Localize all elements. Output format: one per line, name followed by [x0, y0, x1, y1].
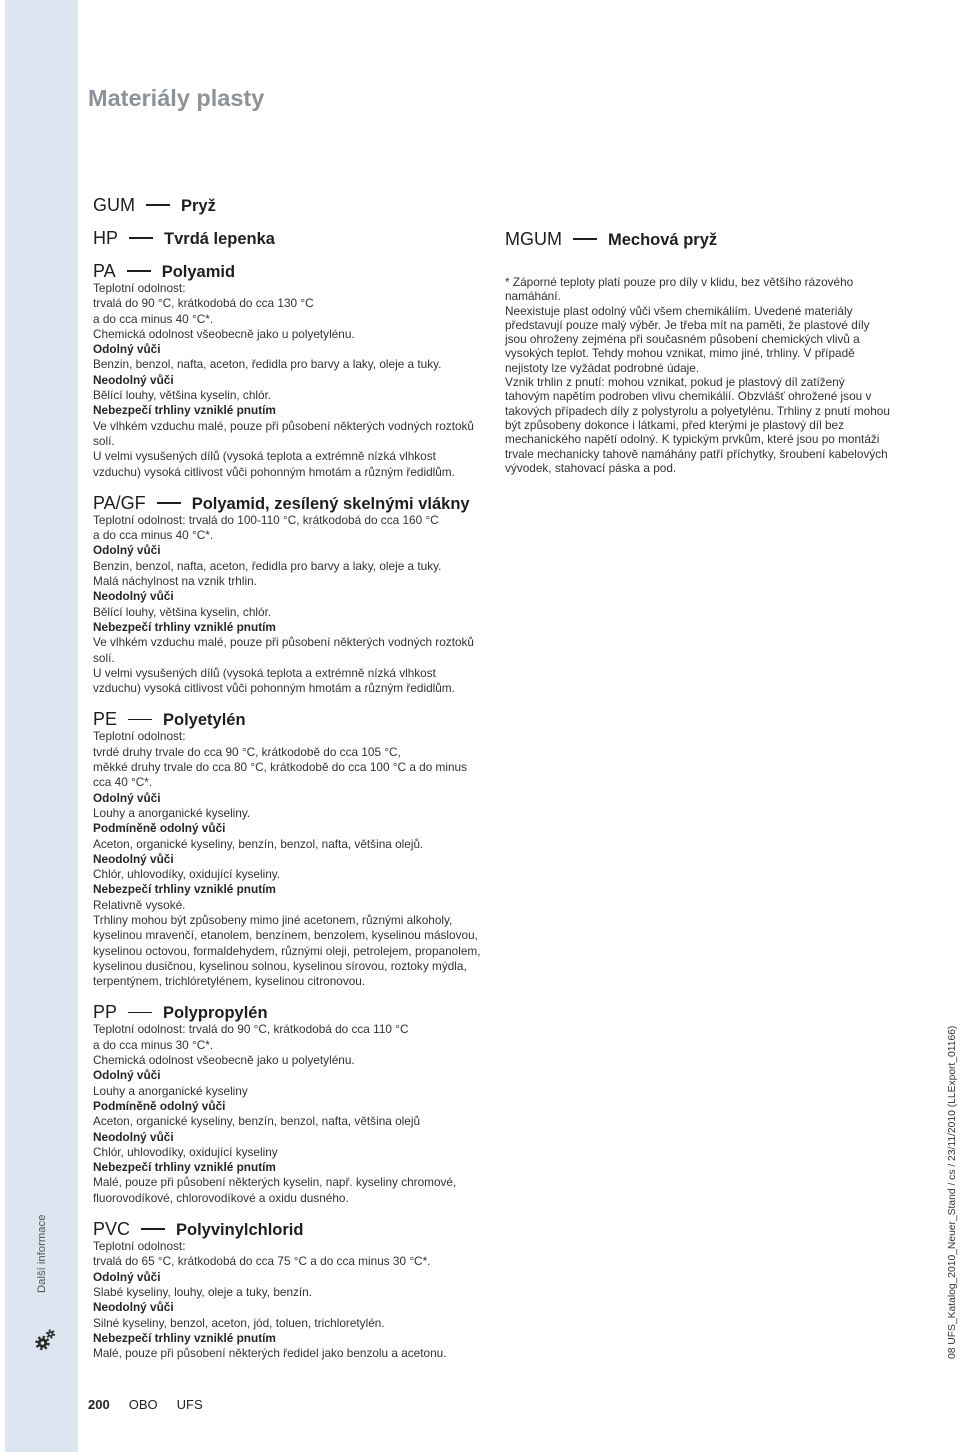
temperature-values: trvalá do 90 °C, krátkodobá do cca 130 °C [93, 296, 314, 311]
material-pa [93, 261, 481, 480]
stress-cracking-text: Ve vlhkém vzduchu malé, pouze při působení některých vodných roztoků solí. [93, 635, 474, 665]
material-heading [505, 229, 891, 249]
not-resistant-list: Chlór, uhlovodíky, oxidující kyseliny [93, 1144, 278, 1159]
sidebar-section-label: Další informace [36, 1214, 48, 1293]
not-resistant-label: Neodolný vůči [93, 372, 174, 387]
temperature-label: Teplotní odolnost: [93, 281, 186, 295]
note-stress-cracking: Vznik trhlin z pnutí: mohou vznikat, pokud je plastový díl zatížený tahovým napětím podroben vlivu chemikálií. Obzvlášť ohrožené jsou v takových případech díly z polystyrolu a polyetylénu. Trhliny z pnutí mohou být způsobeny dokonce i látkami, před kterými je plastový díl bez mechanického napětí odolný. K typickým prvkům, které jsou po montáži trvale mechanicky tahově namáhány patří příchytky, šroubení kabelových vývodek, stahovací páska a pod. [505, 375, 890, 475]
temperature-resistance: Teplotní odolnost: trvalá do 90 °C, krátkodobá do cca 110 °C [93, 1022, 409, 1037]
material-name: Polyvinylchlorid [176, 1221, 304, 1240]
stress-cracking-text: Malé, pouze při působení některých kyselin, např. kyseliny chromové, fluorovodíkové, chlorovodíkové a oxidu dusného. [93, 1175, 457, 1205]
stress-cracking-label: Nebezpečí trhliny vzniklé pnutím [93, 403, 276, 418]
conditionally-resistant-label: Podmíněně odolný vůči [93, 821, 226, 836]
gear-icon [34, 1328, 56, 1352]
material-heading [93, 709, 481, 729]
stress-cracking-label: Nebezpečí trhliny vzniklé pnutím [93, 882, 276, 897]
material-code: PA [93, 261, 116, 281]
material-body [93, 513, 481, 697]
material-name: Polyamid [161, 263, 236, 281]
page-title: Materiály plasty [88, 85, 265, 111]
stress-cracking-text: Ve vlhkém vzduchu malé, pouze při působení některých vodných roztoků solí. [93, 418, 474, 448]
material-name: Pryž [181, 197, 216, 215]
not-resistant-list: Silné kyseliny, benzol, aceton, jód, toluen, trichloretylén. [93, 1315, 385, 1330]
material-code: PP [93, 1002, 118, 1023]
materials-column-right [505, 229, 891, 475]
temperature-label: Teplotní odolnost: [93, 729, 186, 744]
note-chemical-resistance: Neexistuje plast odolný vůči všem chemikáliím. Uvedené materiály představují pouze malý výběr. Je třeba mít na paměti, že plastové díly jsou ohroženy zejména při současném působení chemických vlivů a vysokých teplot. Tehdy mohou vznikat, mimo jiné, trhliny. V případě nejistoty lze vyžádat podrobné údaje. [505, 303, 870, 375]
materials-column-left [93, 195, 481, 1361]
conditionally-resistant-label: Podmíněně odolný vůči [93, 1098, 226, 1113]
not-resistant-label: Neodolný vůči [93, 1300, 174, 1315]
conditionally-resistant-list: Aceton, organické kyseliny, benzín, benzol, nafta, většina olejů. [93, 836, 424, 851]
material-name: Polyetylén [163, 711, 246, 730]
material-code: GUM [93, 195, 135, 215]
material-heading [93, 1219, 481, 1239]
material-heading [93, 228, 481, 248]
temperature-soft-grades: měkké druhy trvale do cca 80 °C, krátkodobě do cca 100 °C a do minus cca 40 °C*. [93, 760, 468, 790]
material-name: Mechová pryž [608, 231, 718, 249]
chemical-resistance-note: Chemická odolnost všeobecně jako u polyetylénu. [93, 1053, 355, 1068]
resistant-label: Odolný vůči [93, 342, 161, 357]
heading-dash [157, 502, 181, 504]
material-pe [93, 709, 481, 989]
stress-cracking-agents: Trhliny mohou být způsobeny mimo jiné acetonem, různými alkoholy, kyselinou mravenčí, etanolem, benzínem, benzolem, kyselinou máslovou, kyselinou octovou, formaldehydem, různými oleji, petrolejem, propanolem, kyselinou dusičnou, kyselinou solnou, kyselinou sírovou, roztoky mýdla, terpentýnem, trichlóretylénem, kyselinou citronovou. [93, 912, 481, 989]
conditionally-resistant-list: Aceton, organické kyseliny, benzín, benzol, nafta, většina olejů [93, 1114, 421, 1129]
footer-product: UFS [176, 1397, 203, 1412]
resistant-label: Odolný vůči [93, 1269, 161, 1284]
heading-dash [573, 238, 597, 240]
resistant-list: Louhy a anorganické kyseliny. [93, 805, 251, 820]
footnote-negative-temperatures: * Záporné teploty platí pouze pro díly v klidu, bez většího rázového namáhání. [505, 275, 854, 304]
stress-cracking-note: U velmi vysušených dílů (vysoká teplota a extrémně nízká vlhkost vzduchu) vysoká citlivost vůči pohonným hmotám a různým ředidlům. [93, 665, 455, 696]
resistant-list: Slabé kyseliny, louhy, oleje a tuky, benzín. [93, 1284, 313, 1299]
temperature-label: Teplotní odolnost: [93, 1239, 186, 1254]
resistant-list: Benzin, benzol, nafta, aceton, ředidla pro barvy a laky, oleje a tuky. [93, 558, 442, 573]
material-code: PA/GF [93, 492, 146, 513]
material-mgum [505, 229, 891, 249]
resistant-label: Odolný vůči [93, 543, 161, 558]
material-pp [93, 1002, 481, 1206]
resistant-list: Louhy a anorganické kyseliny [93, 1083, 248, 1098]
stress-cracking-label: Nebezpečí trhliny vzniklé pnutím [93, 1330, 276, 1345]
material-hp [93, 228, 481, 248]
heading-dash [128, 719, 152, 721]
heading-dash [127, 270, 151, 272]
material-body [93, 729, 481, 989]
stress-cracking-label: Nebezpečí trhliny vzniklé pnutím [93, 619, 276, 634]
temperature-minimum: a do cca minus 40 °C*. [93, 528, 214, 543]
stress-cracking-note: U velmi vysušených dílů (vysoká teplota a extrémně nízká vlhkost vzduchu) vysoká citlivost vůči pohonným hmotám a různým ředidlům. [93, 449, 455, 479]
not-resistant-list: Chlór, uhlovodíky, oxidující kyseliny. [93, 867, 281, 882]
chemical-resistance-note: Chemická odolnost všeobecně jako u polyetylénu. [93, 326, 355, 341]
material-code: HP [93, 228, 119, 248]
temperature-values: trvalá do 65 °C, krátkodobá do cca 75 °C a do cca minus 30 °C*. [93, 1254, 431, 1269]
resistant-label: Odolný vůči [93, 790, 161, 805]
material-code: PVC [93, 1219, 131, 1240]
resistant-label: Odolný vůči [93, 1068, 161, 1083]
material-name: Polypropylén [163, 1004, 268, 1023]
stress-cracking-text: Malé, pouze při působení některých ředidel jako benzolu a acetonu. [93, 1346, 447, 1361]
material-body [93, 1022, 481, 1206]
material-name: Tvrdá lepenka [164, 230, 275, 248]
heading-dash [129, 237, 153, 239]
not-resistant-list: Bělící louhy, většina kyselin, chlór. [93, 388, 272, 403]
material-body [93, 1239, 481, 1361]
material-body [93, 281, 481, 480]
material-pvc [93, 1219, 481, 1361]
not-resistant-label: Neodolný vůči [93, 851, 174, 866]
material-name: Polyamid, zesílený skelnými vlákny [191, 494, 470, 513]
heading-dash [141, 1228, 165, 1230]
material-pa-gf [93, 493, 481, 697]
material-heading [93, 1002, 481, 1022]
material-heading [93, 261, 481, 281]
material-gum [93, 195, 481, 215]
not-resistant-label: Neodolný vůči [93, 1129, 174, 1144]
cracking-susceptibility-note: Malá náchylnost na vznik trhlin. [93, 574, 257, 589]
page-number: 200 [88, 1397, 110, 1412]
heading-dash [128, 1012, 152, 1014]
temperature-minimum: a do cca minus 40 °C*. [93, 311, 214, 326]
not-resistant-list: Bělící louhy, většina kyselin, chlór. [93, 604, 272, 619]
temperature-hard-grades: tvrdé druhy trvale do cca 90 °C, krátkodobě do cca 105 °C, [93, 744, 401, 759]
temperature-resistance: Teplotní odolnost: trvalá do 100-110 °C, krátkodobá do cca 160 °C [93, 512, 439, 527]
material-code: PE [93, 709, 118, 730]
notes [505, 275, 891, 475]
stress-cracking-label: Nebezpečí trhliny vzniklé pnutím [93, 1160, 276, 1175]
heading-dash [146, 204, 170, 206]
stress-cracking-text: Relativně vysoké. [93, 897, 186, 912]
temperature-minimum: a do cca minus 30 °C*. [93, 1037, 214, 1052]
material-code: MGUM [505, 229, 562, 249]
material-heading [93, 493, 481, 513]
page-footer [88, 1397, 203, 1413]
footer-brand: OBO [128, 1397, 158, 1412]
not-resistant-label: Neodolný vůči [93, 589, 174, 604]
catalog-reference: 08 UFS_Katalog_2010_Neuer_Stand / cs / 23/11/2010 (LLExport_01166) [947, 1025, 958, 1359]
resistant-list: Benzin, benzol, nafta, aceton, ředidla pro barvy a laky, oleje a tuky. [93, 357, 442, 372]
material-heading [93, 195, 481, 215]
